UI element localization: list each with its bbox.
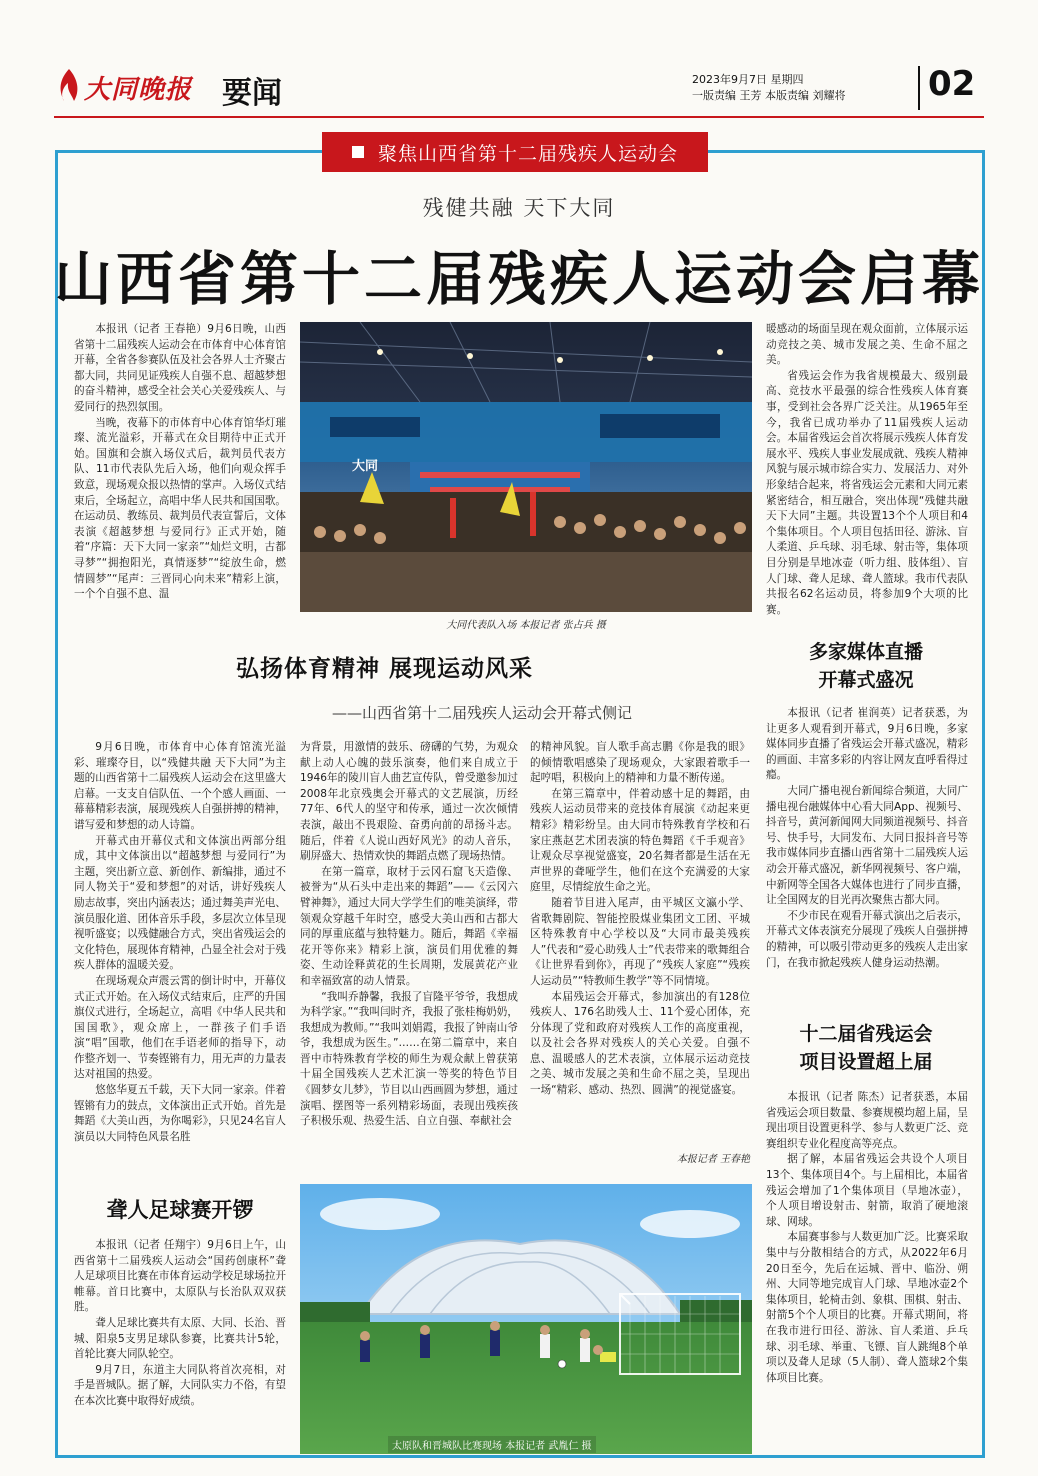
paragraph: 随着节目进入尾声，由平城区文瀛小学、省歌舞剧院、智能控股煤业集团文工团、平城区特殊教育中心学校以及“大同市最美残疾人”代表和“爱心助残人士”代表带来的歌舞组合《让世界看到你》，再现了“残疾人家庭”“残疾人运动员”“特教师生教学”等不同情境。 <box>530 896 750 987</box>
paragraph: 暖感动的场面呈现在观众面前，立体展示运动竞技之美、城市发展之美、生命不屈之美。 <box>766 323 968 367</box>
paragraph: 在第三篇章中，伴着动感十足的舞蹈，由残疾人运动员带来的竞技体育展演《动起来更精彩》精彩纷呈。由大同市特殊教育学校和石家庄燕赵艺术团表演的特色舞蹈《千手观音》让观众尽享视觉盛宴，20名舞者都是生活在无声世界的聋哑学生，他们在这个充满爱的大家庭里，尽情绽放生命之光。 <box>530 787 750 894</box>
photo-caption: 大同代表队入场 本报记者 张占兵 摄 <box>446 620 606 631</box>
football-title: 聋人足球赛开锣 <box>106 1198 254 1222</box>
page-number: 02 <box>928 64 976 104</box>
paragraph: 本报讯（记者 王春艳）9月6日晚，山西省第十二届残疾人运动会在市体育中心体育馆开幕，全省各参赛队伍及社会各界人士齐聚古都大同，共同见证残疾人自强不息、超越梦想的奋斗精神，感受全社会关心关爱残疾人、与爱同行的热烈氛围。 <box>74 323 286 413</box>
masthead-rule <box>54 116 984 118</box>
paragraph: 本届残运会开幕式，参加演出的有128位残疾人、176名助残人士、11个爱心团体，充分体现了党和政府对残疾人工作的高度重视，以及社会各界对残疾人的关心关爱。自强不息、温暖感人的艺术表演，立体展示运动竞技之美、城市发展之美和生命不屈之美，呈现出一场“精彩、感动、热烈、圆满”的视觉盛宴。 <box>530 990 750 1097</box>
paragraph: 在现场观众声震云霄的倒计时中，开幕仪式正式开始。在入场仪式结束后，庄严的升国旗仪式进行，全场起立，高唱《中华人民共和国国歌》，观众席上，一群孩子们手语演“唱”国歌，他们在手语老师的指导下，动作整齐划一、节奏铿锵有力，用无声的力量表达对祖国的热爱。 <box>74 974 286 1081</box>
logo-text: 大同晚报 <box>84 74 193 105</box>
feature-column-1 <box>74 740 286 1160</box>
feature-subtitle: ——山西省第十二届残疾人运动会开幕式侧记 <box>332 704 633 722</box>
media-title: 多家媒体直播 开幕式盛况 <box>808 641 923 691</box>
stadium-image <box>300 322 752 612</box>
topic-banner <box>322 132 708 172</box>
paragraph: 省残运会作为我省规模最大、级别最高、竞技水平最强的综合性残疾人体育赛事，受到社会各界广泛关注。从1965年至今，我省已成功举办了11届残疾人运动会。本届省残运会首次将展示残疾人体育发展水平、残疾人事业发展成就、残疾人精神风貌与展示城市综合实力、发展活力、对外形象结合起来，将省残运会元素和大同元素紧密结合，相互融合，突出体现“残健共融 天下大同”主题。共设置13个个人项目和4个集体项目。个人项目包括田径、游泳、盲人柔道、乒乓球、羽毛球、射击等，集体项目分别是旱地冰壶（听力组、肢体组）、盲人门球、聋人足球、聋人篮球。我市代表队共报名62名运动员，将参加9个大项的比赛。 <box>766 369 968 616</box>
paragraph: 的精神风貌。盲人歌手高志鹏《你是我的眼》的倾情歌唱感染了现场观众，大家跟着歌手一起哼唱，积极向上的精神和力量不断传递。 <box>530 741 750 785</box>
lead-column-4 <box>766 322 968 640</box>
feature-author: 本报记者 王春艳 <box>676 1154 750 1165</box>
feature-column-3 <box>530 740 750 1142</box>
football-column <box>74 1238 286 1452</box>
paragraph: 据了解，本届省残运会共设个人项目13个、集体项目4个。与上届相比，本届省残运会增加了1个集体项目（旱地冰壶），个人项目增设射击、射箭，取消了硬地滚球、网球。 <box>766 1153 968 1228</box>
banner-label: 聚焦山西省第十二届残疾人运动会 <box>377 142 678 165</box>
events-column <box>766 1090 968 1450</box>
paragraph: 9月7日，东道主大同队将首次亮相，对手是晋城队。据了解，大同队实力不俗，有望在本次比赛中取得好成绩。 <box>74 1363 286 1407</box>
media-column <box>766 706 968 1006</box>
events-title: 十二届省残运会 项目设置超上届 <box>799 1023 933 1073</box>
paragraph: 聋人足球比赛共有太原、大同、长治、晋城、阳泉5支男足球队参赛，比赛共计5轮，首轮比赛大同队轮空。 <box>74 1316 286 1361</box>
section-name: 要闻 <box>222 76 282 111</box>
flame-logo-icon <box>54 67 84 107</box>
paragraph: 9月6日晚，市体育中心体育馆流光溢彩、璀璨夺目，以“残健共融 天下大同”为主题的山西省第十二届残疾人运动会在这里盛大启幕。一支支自信队伍、一个个感人画面、一幕幕精彩表演，展现残疾人自强拼搏的精神，谱写爱和梦想的动人诗篇。 <box>74 741 286 831</box>
football-photo-caption: 太原队和晋城队比赛现场 本报记者 武胤仁 摄 <box>388 1436 596 1453</box>
paragraph: 当晚，夜幕下的市体育中心体育馆华灯璀璨、流光溢彩，开幕式在众目期待中正式开始。国旗和会旗入场仪式后，裁判员代表方队、11市代表队先后入场，他们向观众挥手致意，现场观众报以热情的掌声。入场仪式结束后，全场起立，高唱中华人民共和国国歌。在运动员、教练员、裁判员代表宣誓后，文体表演《超越梦想 与爱同行》正式开始，随着“序篇：天下大同一家亲”“灿烂文明，古都寻梦”“拥抱阳光，真情逐梦”“绽放生命，燃情圆梦”“尾声：三晋同心向未来”精彩上演，一个个自强不息、温 <box>74 416 286 601</box>
paragraph: 为背景，用激情的鼓乐、磅礴的气势，为观众献上动人心魄的鼓乐演奏，他们来自成立于1946年的陵川盲人曲艺宣传队，曾受邀参加过2008年北京残奥会开幕式的文艺展演，历经77年、6代人的坚守和传承，通过一次次倾情表演，敲出不畏艰险、奋勇向前的昂扬斗志。随后，伴着《人说山西好风光》的动人音乐，刷屏盛大、热情欢快的舞蹈点燃了现场热情。 <box>300 741 518 863</box>
delegation-sign: 大同 <box>352 459 379 474</box>
opening-ceremony-photo <box>300 322 752 612</box>
square-bullet-icon <box>352 146 364 158</box>
lead-headline: 山西省第十二届残疾人运动会启幕 <box>53 245 984 313</box>
paragraph: “我叫乔静馨，我报了盲隆平爷爷，我想成为科学家。”“我叫闫时齐，我报了张桂梅奶奶，我想成为教师。”“我叫刘娟霞，我报了钟南山爷爷，我想成为医生。”……在第二篇章中，来自晋中市特殊教育学校的师生为观众献上曾获第十届全国残疾人艺术汇演一等奖的特色节目《圆梦女儿梦》，节目以山西画圆为梦想，通过演唱、摆图等一系列精彩场面，表现出残疾孩子积极乐观、热爱生活、自立自强、奉献社会 <box>300 990 518 1128</box>
issue-info <box>692 72 846 104</box>
feature-title: 弘扬体育精神 展现运动风采 <box>236 656 534 682</box>
paragraph: 本报讯（记者 陈杰）记者获悉，本届省残运会项目数量、参赛规模均超上届，呈现出项目设置更科学、参与人数更广泛、竞赛组织专业化程度高等亮点。 <box>766 1091 968 1150</box>
football-match-photo <box>300 1184 752 1454</box>
paragraph: 本届赛事参与人数更加广泛。比赛采取集中与分散相结合的方式，从2022年6月20日至今，先后在运城、晋中、临汾、朔州、大同等地完成盲人门球、旱地冰壶2个集体项目，轮椅击剑、象棋、围棋、射击、射箭5个个人项目的比赛。开幕式期间，将在我市进行田径、游泳、盲人柔道、乒乓球、羽毛球、举重、飞镖、盲人跳绳8个单项以及聋人足球（5人制）、聋人篮球2个集体项目比赛。 <box>766 1231 968 1384</box>
lead-kicker: 残健共融 天下大同 <box>422 196 616 220</box>
paragraph: 悠悠华夏五千载，天下大同一家亲。伴着铿锵有力的鼓点，文体演出正式开始。首先是舞蹈《大美山西，为你喝彩》，只见24名盲人演员以大同特色风景名胜 <box>74 1084 286 1143</box>
lead-column-1 <box>74 322 286 634</box>
newspaper-logo <box>54 62 204 112</box>
football-image <box>300 1184 752 1454</box>
paragraph: 大同广播电视台新闻综合频道，大同广播电视台融媒体中心看大同App、视频号、抖音号，黄河新闻网大同频道视频号、抖音号、快手号，大同发布、大同日报抖音号等我市媒体同步直播山西省第十二届残疾人运动会开幕式盛况，新华网视频号、客户端，中新网等全国各大媒体也进行了同步直播，让全国网友的目光再次聚焦古都大同。 <box>766 784 968 907</box>
feature-column-2 <box>300 740 518 1160</box>
paragraph: 本报讯（记者 崔润英）记者获悉，为让更多人观看到开幕式，9月6日晚，多家媒体同步直播了省残运会开幕式盛况，精彩的画面、丰富多彩的内容让网友直呼看得过瘾。 <box>766 707 968 782</box>
masthead-divider <box>918 66 920 110</box>
paragraph: 本报讯（记者 任翔宇）9月6日上午，山西省第十二届残疾人运动会“国药创康杯”聋人足球项目比赛在市体育运动学校足球场拉开帷幕。首日比赛中，太原队与长治队双双获胜。 <box>74 1239 286 1314</box>
issue-date: 2023年9月7日 星期四 <box>692 73 804 86</box>
paragraph: 不少市民在观看开幕式演出之后表示，开幕式文体表演充分展现了残疾人自强拼搏的精神，可以吸引带动更多的残疾人走出家门，在我市掀起残疾人健身运动热潮。 <box>766 909 968 969</box>
issue-editors: 一版责编 王芳 本版责编 刘耀将 <box>692 89 846 102</box>
paragraph: 开幕式由开幕仪式和文体演出两部分组成，其中文体演出以“超越梦想 与爱同行”为主题，突出新立意、新创作、新编排，通过不同人物关于“爱和梦想”的对话，讲好残疾人励志故事，突出内涵表达；通过舞美声光电、演员服化道、团体音乐手段，多层次立体呈现视听盛宴；以残健融合方式，突出省残运会的文化特色，展现体育精神，凸显全社会对于残疾人群体的温暖关爱。 <box>74 834 286 972</box>
paragraph: 在第一篇章，取材于云冈石窟飞天造像、被誉为“从石头中走出来的舞蹈”——《云冈六臂神舞》，通过大同大学学生们的唯美演绎，带领观众穿越千年时空，感受大美山西和古都大同的厚重底蕴与独特魅力。随后，舞蹈《幸福花开等你来》精彩上演，演员们用优雅的舞姿、生动诠释黄花的生长周期，发展黄花产业和幸福致富的动人情景。 <box>300 865 518 987</box>
